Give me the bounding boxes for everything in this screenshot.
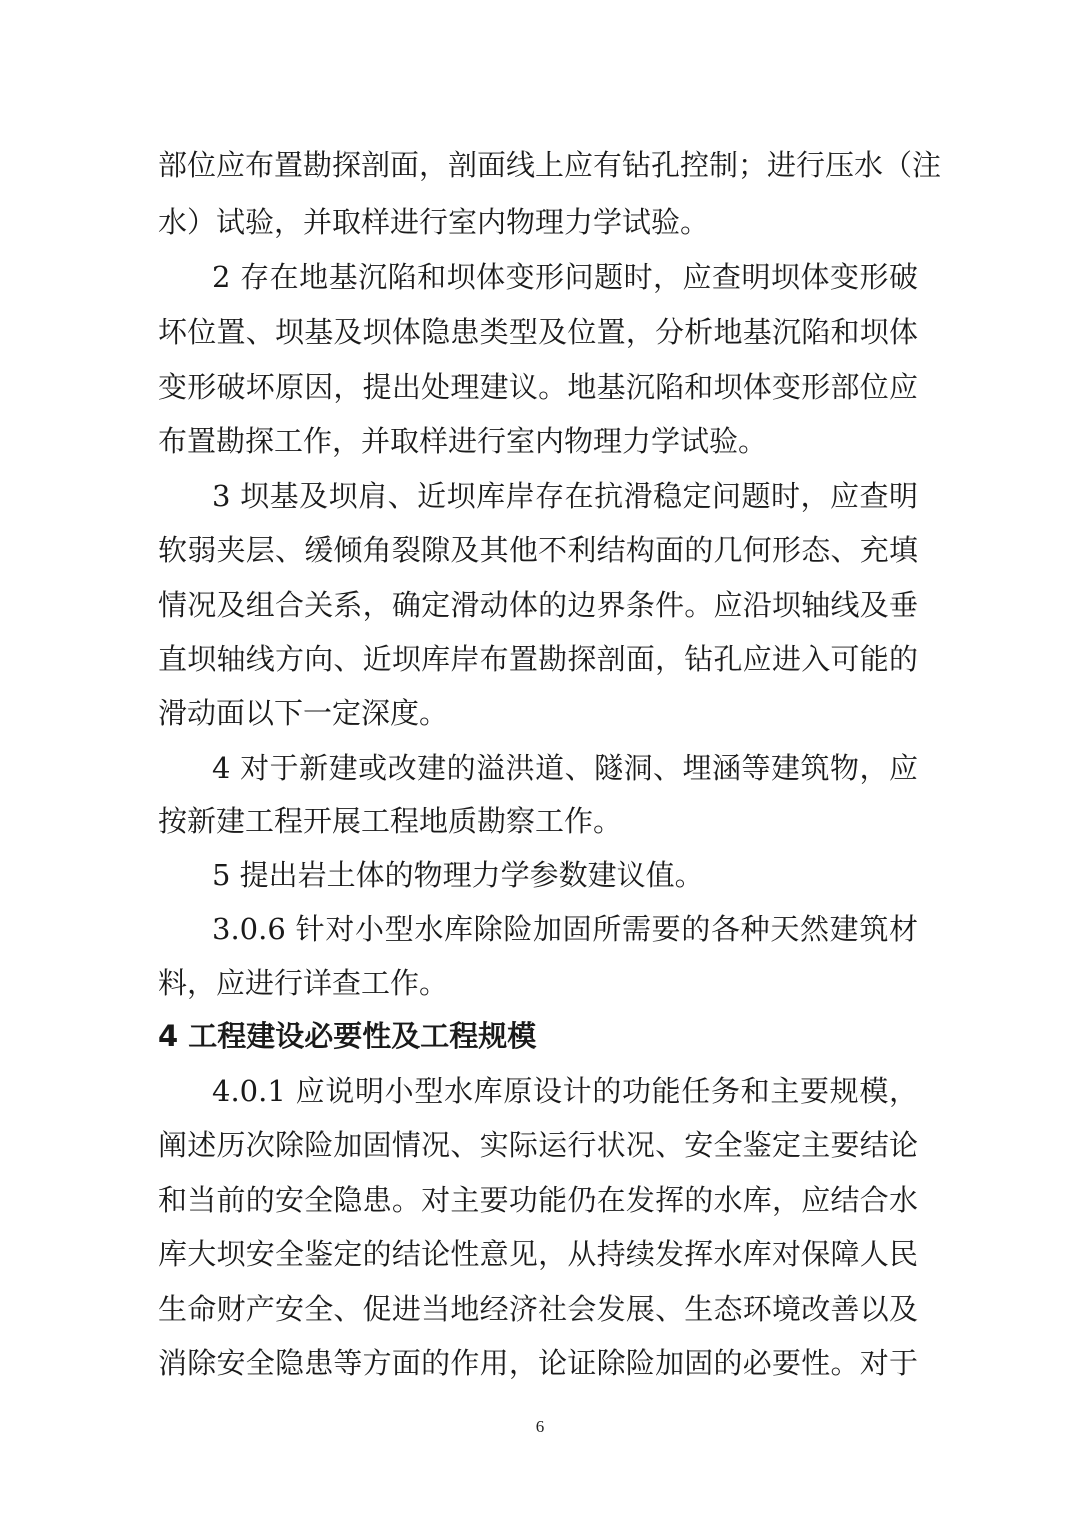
body-line: 4.0.1 应说明小型水库原设计的功能任务和主要规模， [212,1074,918,1108]
body-line: 直坝轴线方向、近坝库岸布置勘探剖面，钻孔应进入可能的 [158,642,918,676]
body-line: 情况及组合关系，确定滑动体的边界条件。应沿坝轴线及垂 [158,588,918,622]
body-line: 按新建工程开展工程地质勘察工作。 [158,804,623,838]
body-line: 水）试验，并取样进行室内物理力学试验。 [158,205,710,239]
body-line: 和当前的安全隐患。对主要功能仍在发挥的水库，应结合水 [158,1183,918,1217]
body-line: 布置勘探工作，并取样进行室内物理力学试验。 [158,424,768,458]
body-line: 变形破坏原因，提出处理建议。地基沉陷和坝体变形部位应 [158,370,918,404]
section-heading: 4 工程建设必要性及工程规模 [158,1019,537,1053]
body-line: 3 坝基及坝肩、近坝库岸存在抗滑稳定问题时，应查明 [212,479,918,513]
body-line: 2 存在地基沉陷和坝体变形问题时，应查明坝体变形破 [212,260,918,294]
body-line: 库大坝安全鉴定的结论性意见，从持续发挥水库对保障人民 [158,1237,918,1271]
body-line: 5 提出岩土体的物理力学参数建议值。 [212,858,704,892]
body-line: 软弱夹层、缓倾角裂隙及其他不利结构面的几何形态、充填 [158,533,918,567]
body-line: 4 对于新建或改建的溢洪道、隧洞、埋涵等建筑物，应 [212,751,918,785]
body-line: 滑动面以下一定深度。 [158,696,449,730]
body-line: 料，应进行详查工作。 [158,966,449,1000]
body-line: 3.0.6 针对小型水库除险加固所需要的各种天然建筑材 [212,912,918,946]
body-line: 消除安全隐患等方面的作用，论证除险加固的必要性。对于 [158,1346,918,1380]
body-line: 生命财产安全、促进当地经济社会发展、生态环境改善以及 [158,1292,918,1326]
page-number: 6 [535,1417,545,1436]
body-line: 阐述历次除险加固情况、实际运行状况、安全鉴定主要结论 [158,1128,918,1162]
body-line: 部位应布置勘探剖面，剖面线上应有钻孔控制；进行压水（注 [158,148,942,182]
body-line: 坏位置、坝基及坝体隐患类型及位置，分析地基沉陷和坝体 [158,315,918,349]
